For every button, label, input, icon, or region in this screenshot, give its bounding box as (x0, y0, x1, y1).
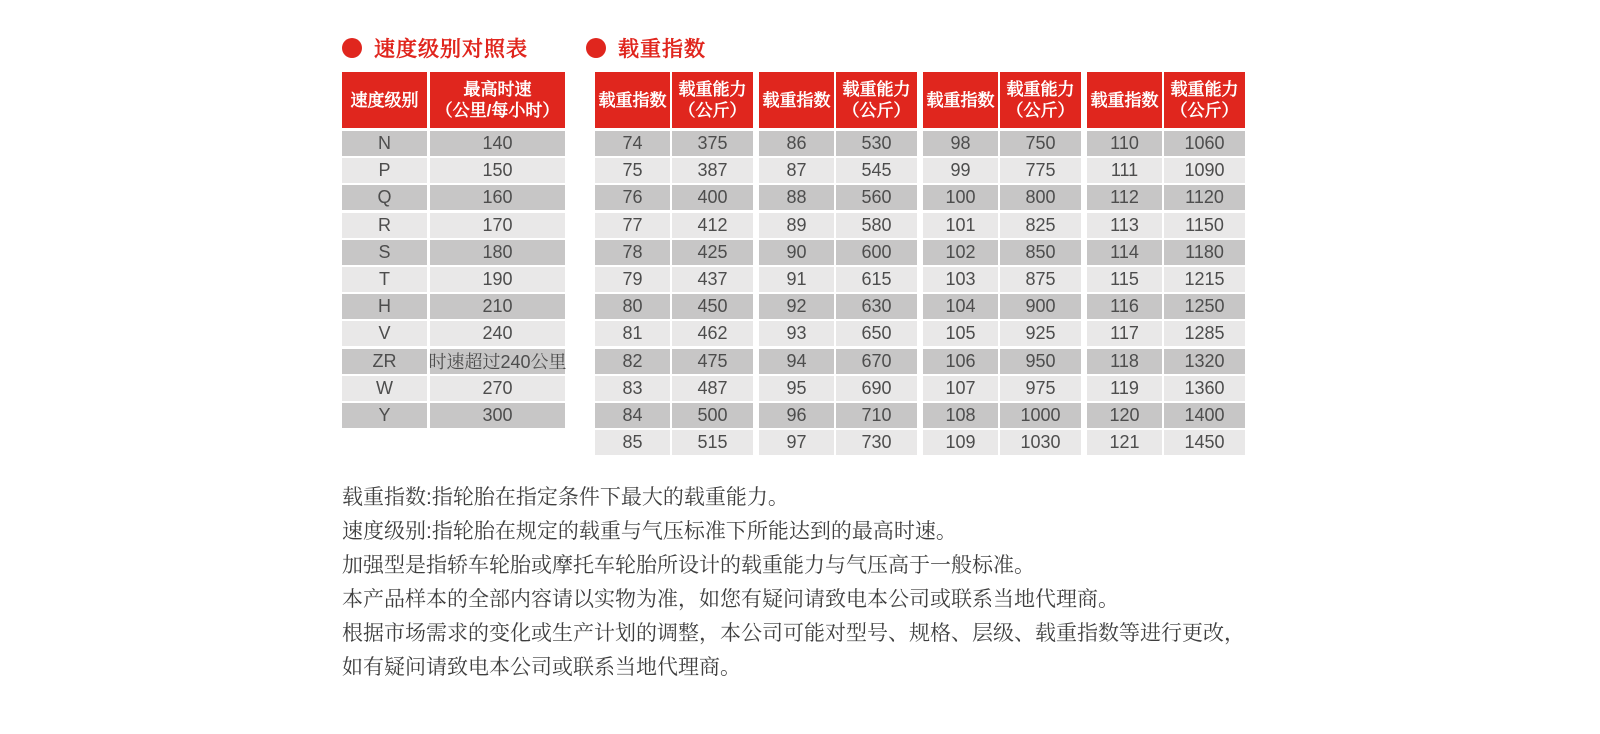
load-index-cell: 110 (1087, 131, 1162, 156)
load-capacity-cell: 462 (672, 321, 753, 346)
load-capacity-cell: 615 (836, 267, 917, 292)
speed-rating-cell: T (342, 267, 427, 292)
load-index-cell: 109 (923, 430, 998, 455)
load-index-cell: 90 (759, 240, 834, 265)
max-speed-header-line2: （公里/每小时） (435, 101, 560, 120)
load-capacity-cell: 710 (836, 403, 917, 428)
load-index-cell: 100 (923, 185, 998, 210)
load-table-row (923, 185, 1081, 210)
load-capacity-cell: 475 (672, 349, 753, 374)
load-capacity-header-cell (836, 72, 917, 128)
load-index-cell: 111 (1087, 158, 1162, 183)
load-index-cell: 99 (923, 158, 998, 183)
load-capacity-cell: 650 (836, 321, 917, 346)
load-capacity-cell: 580 (836, 213, 917, 238)
speed-table-row (342, 403, 565, 428)
load-capacity-header-line1: 载重能力 (678, 80, 747, 99)
load-capacity-cell: 1000 (1000, 403, 1081, 428)
speed-rating-header-cell: 速度级别 (342, 72, 427, 128)
load-index-group-4 (1087, 72, 1245, 455)
load-index-cell: 107 (923, 376, 998, 401)
load-capacity-cell: 630 (836, 294, 917, 319)
load-capacity-cell: 950 (1000, 349, 1081, 374)
load-capacity-cell: 387 (672, 158, 753, 183)
load-table-row (759, 430, 917, 455)
load-table-row (759, 213, 917, 238)
load-index-cell: 76 (595, 185, 670, 210)
load-table-row (595, 240, 753, 265)
load-group-header (923, 72, 1081, 128)
speed-table-row (342, 376, 565, 401)
load-index-group-3 (923, 72, 1081, 455)
speed-table-row (342, 267, 565, 292)
max-speed-cell: 240 (430, 321, 565, 346)
max-speed-cell: 180 (430, 240, 565, 265)
load-group-body (1087, 131, 1245, 455)
load-table-row (923, 158, 1081, 183)
load-index-cell: 94 (759, 349, 834, 374)
load-capacity-cell: 530 (836, 131, 917, 156)
load-capacity-cell: 1450 (1164, 430, 1245, 455)
load-table-row (759, 321, 917, 346)
load-table-row (759, 267, 917, 292)
load-section-title (586, 37, 706, 61)
load-capacity-cell: 1150 (1164, 213, 1245, 238)
load-capacity-cell: 1320 (1164, 349, 1245, 374)
load-table-row (1087, 403, 1245, 428)
load-capacity-header-line2: （公斤） (678, 101, 747, 120)
load-capacity-cell: 775 (1000, 158, 1081, 183)
load-index-cell: 93 (759, 321, 834, 346)
load-index-header-cell: 载重指数 (595, 72, 670, 128)
load-index-cell: 80 (595, 294, 670, 319)
load-capacity-cell: 1120 (1164, 185, 1245, 210)
load-index-table (595, 72, 1245, 455)
load-capacity-cell: 750 (1000, 131, 1081, 156)
speed-rating-cell: Y (342, 403, 427, 428)
load-index-cell: 92 (759, 294, 834, 319)
load-table-row (923, 376, 1081, 401)
load-index-cell: 116 (1087, 294, 1162, 319)
load-capacity-header-line1: 载重能力 (1170, 80, 1239, 99)
load-index-cell: 74 (595, 131, 670, 156)
load-index-group-1 (595, 72, 753, 455)
load-table-row (595, 185, 753, 210)
load-group-header (595, 72, 753, 128)
speed-section-title (342, 37, 528, 61)
load-table-row (595, 403, 753, 428)
load-index-cell: 106 (923, 349, 998, 374)
load-table-row (923, 213, 1081, 238)
load-index-cell: 83 (595, 376, 670, 401)
max-speed-cell: 150 (430, 158, 565, 183)
load-table-row (1087, 294, 1245, 319)
speed-rating-cell: ZR (342, 349, 427, 374)
load-capacity-cell: 825 (1000, 213, 1081, 238)
speed-rating-table (342, 72, 565, 428)
load-index-cell: 104 (923, 294, 998, 319)
load-table-row (595, 294, 753, 319)
speed-table-row (342, 213, 565, 238)
red-bullet-icon (342, 38, 362, 58)
load-table-row (759, 294, 917, 319)
load-capacity-cell: 975 (1000, 376, 1081, 401)
load-table-row (923, 403, 1081, 428)
speed-table-row (342, 185, 565, 210)
load-index-cell: 120 (1087, 403, 1162, 428)
max-speed-cell: 300 (430, 403, 565, 428)
load-table-row (595, 430, 753, 455)
load-capacity-header-line1: 载重能力 (842, 80, 911, 99)
load-table-row (923, 131, 1081, 156)
load-index-cell: 115 (1087, 267, 1162, 292)
footnotes (342, 481, 1245, 685)
load-table-row (1087, 213, 1245, 238)
speed-table-row (342, 349, 565, 374)
speed-rating-cell: W (342, 376, 427, 401)
load-table-row (923, 349, 1081, 374)
load-table-row (1087, 185, 1245, 210)
load-index-group-2 (759, 72, 917, 455)
max-speed-cell: 270 (430, 376, 565, 401)
load-table-row (923, 240, 1081, 265)
speed-table-row (342, 158, 565, 183)
speed-rating-cell: Q (342, 185, 427, 210)
load-capacity-cell: 437 (672, 267, 753, 292)
load-index-cell: 105 (923, 321, 998, 346)
load-table-row (595, 267, 753, 292)
load-capacity-cell: 425 (672, 240, 753, 265)
load-table-row (759, 131, 917, 156)
load-capacity-cell: 1250 (1164, 294, 1245, 319)
load-group-body (759, 131, 917, 455)
load-index-cell: 102 (923, 240, 998, 265)
load-table-row (759, 185, 917, 210)
load-table-row (1087, 158, 1245, 183)
load-index-cell: 82 (595, 349, 670, 374)
load-table-row (759, 158, 917, 183)
footnote-line: 如有疑问请致电本公司或联系当地代理商。 (342, 656, 741, 679)
load-capacity-cell: 1090 (1164, 158, 1245, 183)
load-capacity-header-line2: （公斤） (1170, 101, 1239, 120)
footnote-line: 载重指数:指轮胎在指定条件下最大的载重能力。 (342, 486, 789, 509)
speed-rating-cell: H (342, 294, 427, 319)
load-index-cell: 121 (1087, 430, 1162, 455)
load-capacity-cell: 670 (836, 349, 917, 374)
load-capacity-cell: 412 (672, 213, 753, 238)
speed-table-body (342, 131, 565, 428)
load-index-cell: 79 (595, 267, 670, 292)
load-capacity-cell: 560 (836, 185, 917, 210)
speed-table-header (342, 72, 565, 128)
max-speed-cell: 170 (430, 213, 565, 238)
load-table-row (595, 131, 753, 156)
load-index-cell: 113 (1087, 213, 1162, 238)
load-capacity-header-line2: （公斤） (842, 101, 911, 120)
load-capacity-header-cell (672, 72, 753, 128)
load-index-cell: 112 (1087, 185, 1162, 210)
load-group-header (759, 72, 917, 128)
speed-table-row (342, 294, 565, 319)
load-capacity-cell: 800 (1000, 185, 1081, 210)
load-table-row (759, 403, 917, 428)
max-speed-cell: 190 (430, 267, 565, 292)
load-capacity-header-cell (1164, 72, 1245, 128)
max-speed-cell: 140 (430, 131, 565, 156)
speed-rating-cell: N (342, 131, 427, 156)
load-section-title-text: 载重指数 (618, 37, 706, 61)
load-capacity-cell: 925 (1000, 321, 1081, 346)
load-index-cell: 78 (595, 240, 670, 265)
load-capacity-cell: 1060 (1164, 131, 1245, 156)
load-index-cell: 101 (923, 213, 998, 238)
load-capacity-cell: 1030 (1000, 430, 1081, 455)
load-table-row (1087, 321, 1245, 346)
load-index-cell: 114 (1087, 240, 1162, 265)
load-capacity-cell: 1400 (1164, 403, 1245, 428)
load-table-row (923, 294, 1081, 319)
load-capacity-cell: 850 (1000, 240, 1081, 265)
load-table-row (1087, 430, 1245, 455)
load-table-row (759, 376, 917, 401)
load-capacity-cell: 1285 (1164, 321, 1245, 346)
load-index-header-cell: 载重指数 (759, 72, 834, 128)
load-capacity-cell: 375 (672, 131, 753, 156)
load-index-cell: 85 (595, 430, 670, 455)
max-speed-cell: 210 (430, 294, 565, 319)
load-capacity-cell: 500 (672, 403, 753, 428)
load-capacity-header-cell (1000, 72, 1081, 128)
load-table-row (1087, 240, 1245, 265)
load-table-row (1087, 349, 1245, 374)
load-index-header-cell: 载重指数 (1087, 72, 1162, 128)
load-table-row (1087, 376, 1245, 401)
load-table-row (759, 240, 917, 265)
speed-table-row (342, 240, 565, 265)
load-index-cell: 108 (923, 403, 998, 428)
load-capacity-cell: 690 (836, 376, 917, 401)
load-table-row (923, 430, 1081, 455)
load-capacity-cell: 730 (836, 430, 917, 455)
load-index-cell: 84 (595, 403, 670, 428)
load-capacity-header-line1: 载重能力 (1006, 80, 1075, 99)
load-capacity-cell: 1360 (1164, 376, 1245, 401)
load-index-cell: 91 (759, 267, 834, 292)
load-index-header-cell: 载重指数 (923, 72, 998, 128)
load-capacity-cell: 450 (672, 294, 753, 319)
speed-rating-cell: P (342, 158, 427, 183)
speed-rating-cell: V (342, 321, 427, 346)
footnote-line: 根据市场需求的变化或生产计划的调整，本公司可能对型号、规格、层级、载重指数等进行更改， (342, 622, 1245, 645)
load-capacity-header-line2: （公斤） (1006, 101, 1075, 120)
load-table-row (1087, 131, 1245, 156)
max-speed-cell: 时速超过240公里 (430, 349, 565, 374)
red-bullet-icon (586, 38, 606, 58)
load-capacity-cell: 875 (1000, 267, 1081, 292)
speed-rating-cell: S (342, 240, 427, 265)
load-capacity-cell: 487 (672, 376, 753, 401)
load-table-row (923, 321, 1081, 346)
footnote-line: 加强型是指轿车轮胎或摩托车轮胎所设计的载重能力与气压高于一般标准。 (342, 554, 1035, 577)
max-speed-header-cell (430, 72, 565, 128)
load-table-row (1087, 267, 1245, 292)
load-index-cell: 86 (759, 131, 834, 156)
load-table-row (595, 376, 753, 401)
speed-rating-cell: R (342, 213, 427, 238)
load-capacity-cell: 900 (1000, 294, 1081, 319)
speed-section-title-text: 速度级别对照表 (374, 37, 528, 61)
load-index-cell: 98 (923, 131, 998, 156)
max-speed-cell: 160 (430, 185, 565, 210)
load-index-cell: 81 (595, 321, 670, 346)
load-group-header (1087, 72, 1245, 128)
load-table-row (759, 349, 917, 374)
load-index-cell: 118 (1087, 349, 1162, 374)
load-table-row (595, 349, 753, 374)
load-group-body (923, 131, 1081, 455)
speed-table-row (342, 131, 565, 156)
load-capacity-cell: 545 (836, 158, 917, 183)
load-index-cell: 95 (759, 376, 834, 401)
load-index-cell: 77 (595, 213, 670, 238)
footnote-line: 速度级别:指轮胎在规定的载重与气压标准下所能达到的最高时速。 (342, 520, 957, 543)
load-index-cell: 96 (759, 403, 834, 428)
load-group-body (595, 131, 753, 455)
load-table-row (595, 213, 753, 238)
load-index-cell: 103 (923, 267, 998, 292)
load-index-cell: 75 (595, 158, 670, 183)
load-index-cell: 97 (759, 430, 834, 455)
load-table-row (595, 321, 753, 346)
load-index-cell: 87 (759, 158, 834, 183)
load-capacity-cell: 400 (672, 185, 753, 210)
load-capacity-cell: 1215 (1164, 267, 1245, 292)
load-index-cell: 119 (1087, 376, 1162, 401)
speed-table-row (342, 321, 565, 346)
load-table-row (595, 158, 753, 183)
load-index-cell: 89 (759, 213, 834, 238)
load-index-cell: 88 (759, 185, 834, 210)
load-capacity-cell: 600 (836, 240, 917, 265)
load-capacity-cell: 1180 (1164, 240, 1245, 265)
load-capacity-cell: 515 (672, 430, 753, 455)
load-table-row (923, 267, 1081, 292)
load-index-cell: 117 (1087, 321, 1162, 346)
max-speed-header-line1: 最高时速 (463, 80, 532, 99)
footnote-line: 本产品样本的全部内容请以实物为准，如您有疑问请致电本公司或联系当地代理商。 (342, 588, 1119, 611)
